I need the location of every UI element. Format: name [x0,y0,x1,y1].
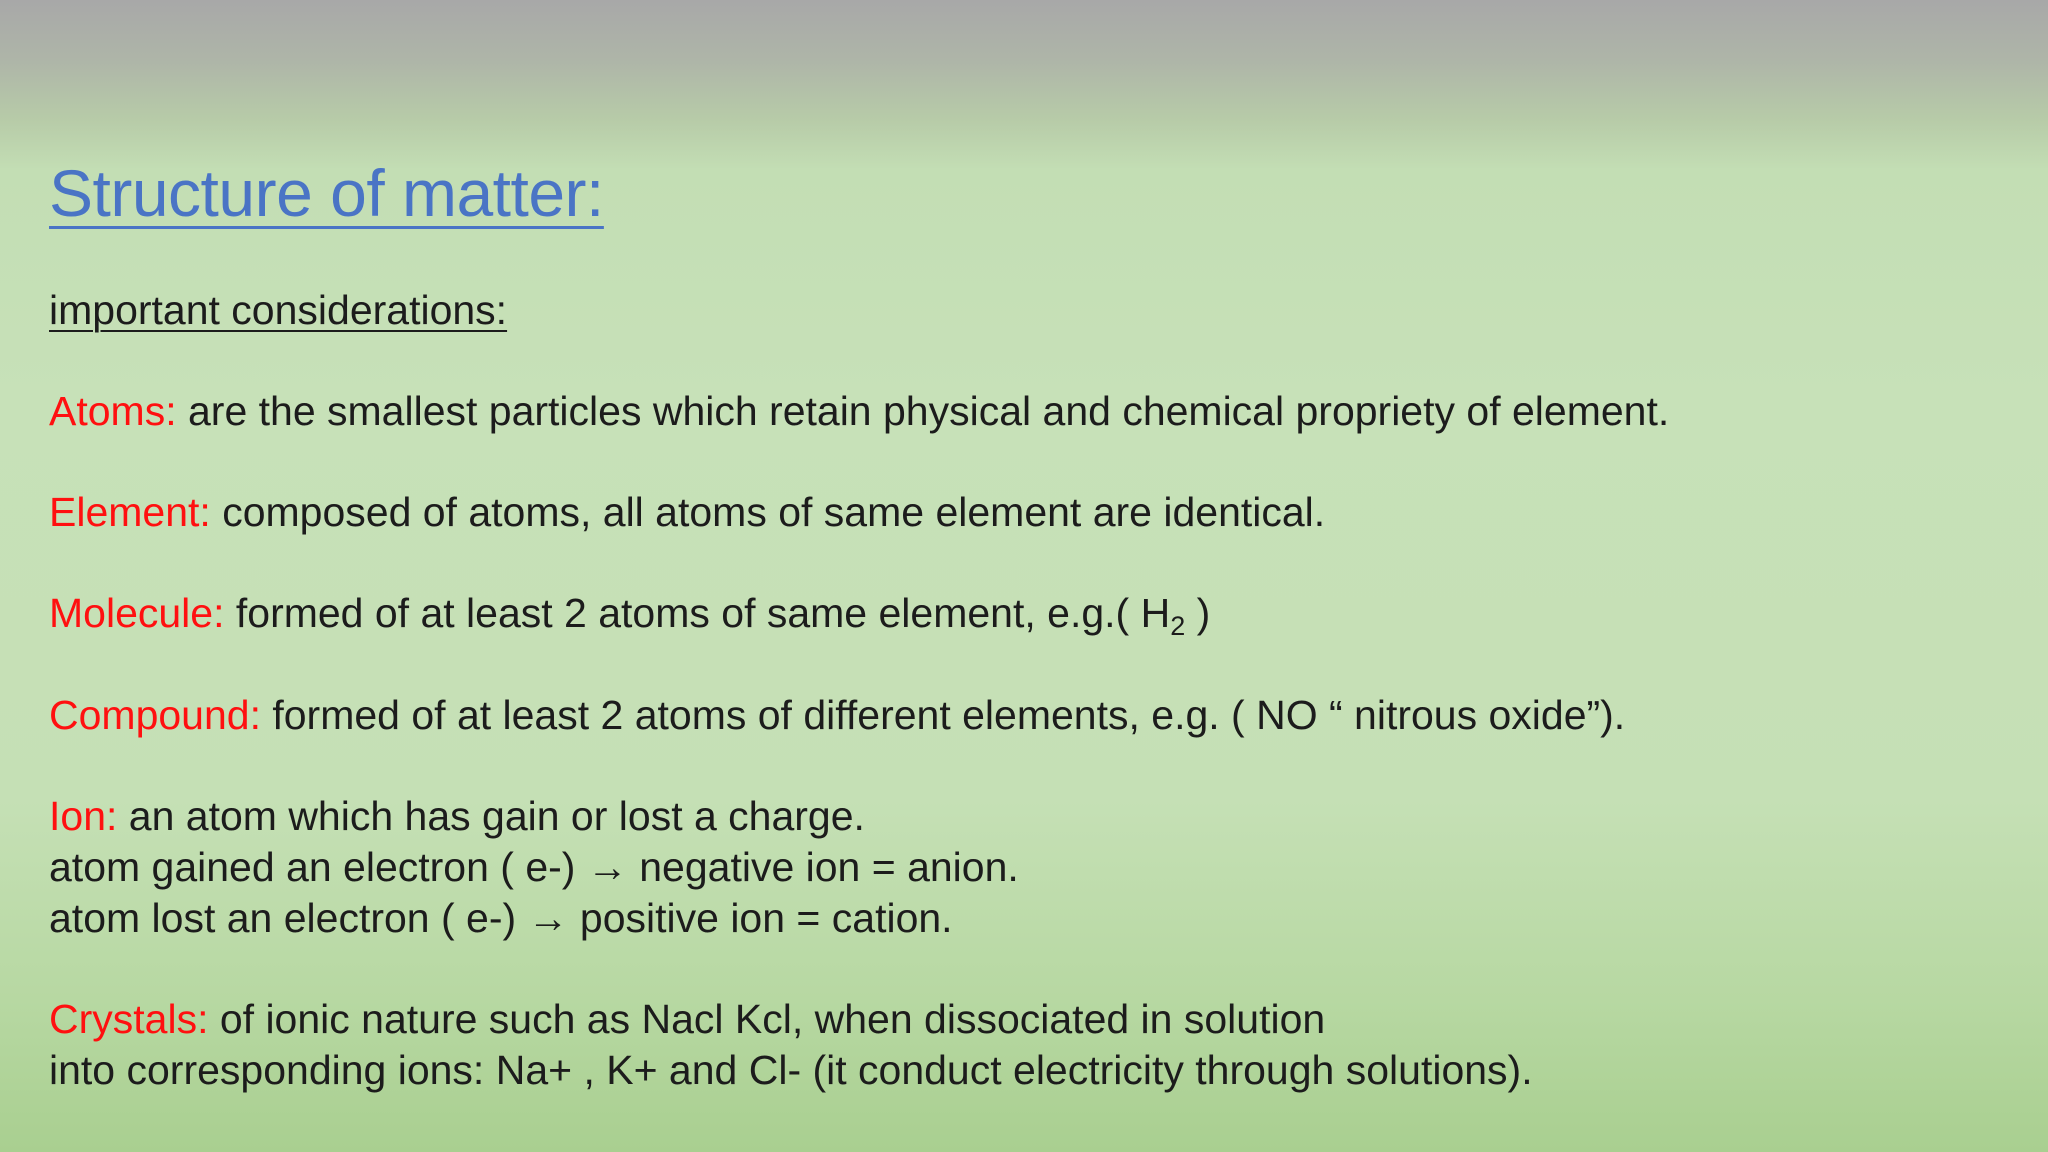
atoms-definition [49,388,1669,435]
ion-text: an atom which has gain or lost a charge. [117,793,865,839]
element-term: Element: [49,489,211,535]
molecule-definition [49,590,1211,641]
ion-definition [49,793,865,840]
atoms-term: Atoms: [49,388,177,434]
crystals-ions-line: into corresponding ions: Na+ , K+ and Cl- (it conduct electricity through solutions). [49,1047,1533,1093]
element-definition [49,489,1325,536]
molecule-term: Molecule: [49,590,225,636]
element-text: composed of atoms, all atoms of same element are identical. [210,489,1326,535]
molecule-text: formed of at least 2 atoms of same element, e.g.( H [224,590,1171,636]
compound-term: Compound: [49,692,261,738]
subtitle: important considerations: [49,287,508,333]
compound-definition [49,692,1625,739]
molecule-text-end: ) [1185,590,1211,636]
crystals-term: Crystals: [49,996,209,1042]
crystals-definition [49,996,1325,1043]
atoms-text: are the smallest particles which retain physical and chemical propriety of element. [176,388,1670,434]
crystals-text: of ionic nature such as Nacl Kcl, when dissociated in solution [208,996,1326,1042]
slide-title: Structure of matter: [49,156,604,230]
ion-term: Ion: [49,793,118,839]
ion-anion-line: atom gained an electron ( e-) → negative ion = anion. [49,844,1019,890]
molecule-subscript: 2 [1170,611,1186,641]
ion-cation-line: atom lost an electron ( e-) → positive ion = cation. [49,895,953,941]
compound-text: formed of at least 2 atoms of different elements, e.g. ( NO “ nitrous oxide”). [260,692,1626,738]
